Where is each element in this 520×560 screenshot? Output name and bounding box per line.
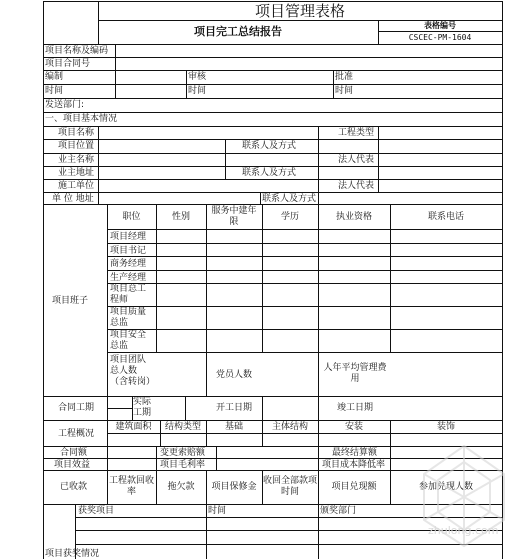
final-settlement-label: 最终结算额	[332, 448, 378, 458]
change-claims-label: 变更索赔额	[160, 448, 206, 458]
party-members-label: 党员人数	[216, 370, 253, 380]
reviewed-time-label: 时间	[188, 86, 207, 96]
contract-amount-label: 合同额	[60, 448, 88, 458]
project-name-label: 项目名称	[58, 128, 95, 138]
col-building-area: 建筑面积	[115, 422, 152, 432]
col-structure-type: 结构类型	[164, 422, 201, 432]
role-quality-director: 项目质量总监	[110, 307, 147, 328]
compiled-time-label: 时间	[45, 86, 64, 96]
legal-rep-label: 法人代表	[338, 155, 375, 165]
form-number-label: 表格编号	[424, 21, 456, 30]
role-project-manager: 项目经理	[110, 232, 147, 242]
col-phone: 联系电话	[427, 212, 464, 222]
owner-address-label: 业主地址	[58, 168, 95, 178]
watermark-text: zhulong.com	[428, 524, 499, 537]
approved-time-label: 时间	[335, 86, 354, 96]
col-decoration: 装饰	[436, 422, 455, 432]
unit-contact-label: 联系人及方式	[262, 194, 317, 204]
contractor-label: 施工单位	[58, 181, 95, 191]
collected-label: 已收款	[60, 482, 88, 492]
col-main-structure: 主体结构	[271, 422, 308, 432]
project-team-label: 项目班子	[52, 296, 89, 306]
col-installation: 安装	[344, 422, 363, 432]
form-title: 项目完工总结报告	[194, 25, 282, 38]
team-total-label: 项目团队总人数（含转岗）	[110, 355, 156, 387]
compiled-label: 编制	[45, 72, 64, 82]
project-type-label: 工程类型	[338, 128, 375, 138]
award-issuer-label: 颁奖部门	[320, 506, 357, 516]
project-name-code-label: 项目名称及编码	[45, 46, 109, 56]
gross-margin-label: 项目毛利率	[160, 460, 206, 470]
contract-no-label: 项目合同号	[45, 59, 91, 69]
avg-mgmt-cost-label: 人年平均管理费用	[323, 363, 387, 384]
owner-name-label: 业主名称	[58, 155, 95, 165]
col-gender: 性别	[171, 212, 190, 222]
approved-label: 批准	[335, 72, 354, 82]
col-foundation: 基础	[224, 422, 243, 432]
contractor-legal-rep-label: 法人代表	[338, 181, 375, 191]
owner-contact-label: 联系人及方式	[242, 168, 297, 178]
form-number: CSCEC-PM-1604	[408, 33, 472, 42]
col-position: 职位	[122, 212, 141, 222]
arrears-label: 拖欠款	[167, 482, 195, 492]
role-business-manager: 商务经理	[110, 259, 147, 269]
col-service-years: 服务中建年限	[211, 206, 257, 227]
project-location-label: 项目位置	[58, 141, 95, 151]
project-revenue-label: 项目效益	[54, 460, 91, 470]
start-date-label: 开工日期	[216, 403, 253, 413]
full-collection-time-label: 收回全部款项时间	[263, 476, 318, 497]
retention-label: 项目保修金	[211, 482, 257, 492]
actual-period-label: 实际工期	[133, 397, 152, 418]
awards-label: 项目获奖情况	[45, 549, 100, 559]
cash-award-label: 项目兑现额	[331, 482, 377, 492]
form-category-title: 项目管理表格	[254, 2, 345, 20]
award-item-label: 获奖项目	[78, 506, 115, 516]
sent-to-label: 发送部门:	[45, 100, 85, 110]
unit-address-label: 单 位 地址	[52, 194, 94, 204]
role-chief-engineer: 项目总工程师	[110, 284, 147, 305]
overview-label: 工程概况	[58, 429, 95, 439]
role-project-secretary: 项目书记	[110, 246, 147, 256]
contract-period-label: 合同工期	[58, 403, 95, 413]
collection-rate-label: 工程款回收率	[109, 476, 155, 497]
cost-reduction-label: 项目成本降低率	[322, 460, 386, 470]
award-time-label: 时间	[208, 506, 227, 516]
role-production-manager: 生产经理	[110, 273, 147, 283]
col-education: 学历	[280, 212, 299, 222]
role-safety-director: 项目安全总监	[110, 330, 147, 351]
award-people-label: 参加兑现人数	[418, 482, 473, 492]
section-1-heading: 一、项目基本情况	[45, 114, 118, 124]
col-qualification: 执业资格	[335, 212, 372, 222]
completion-date-label: 竣工日期	[337, 403, 374, 413]
contact-method-label: 联系人及方式	[242, 141, 297, 151]
reviewed-label: 审核	[188, 72, 207, 82]
